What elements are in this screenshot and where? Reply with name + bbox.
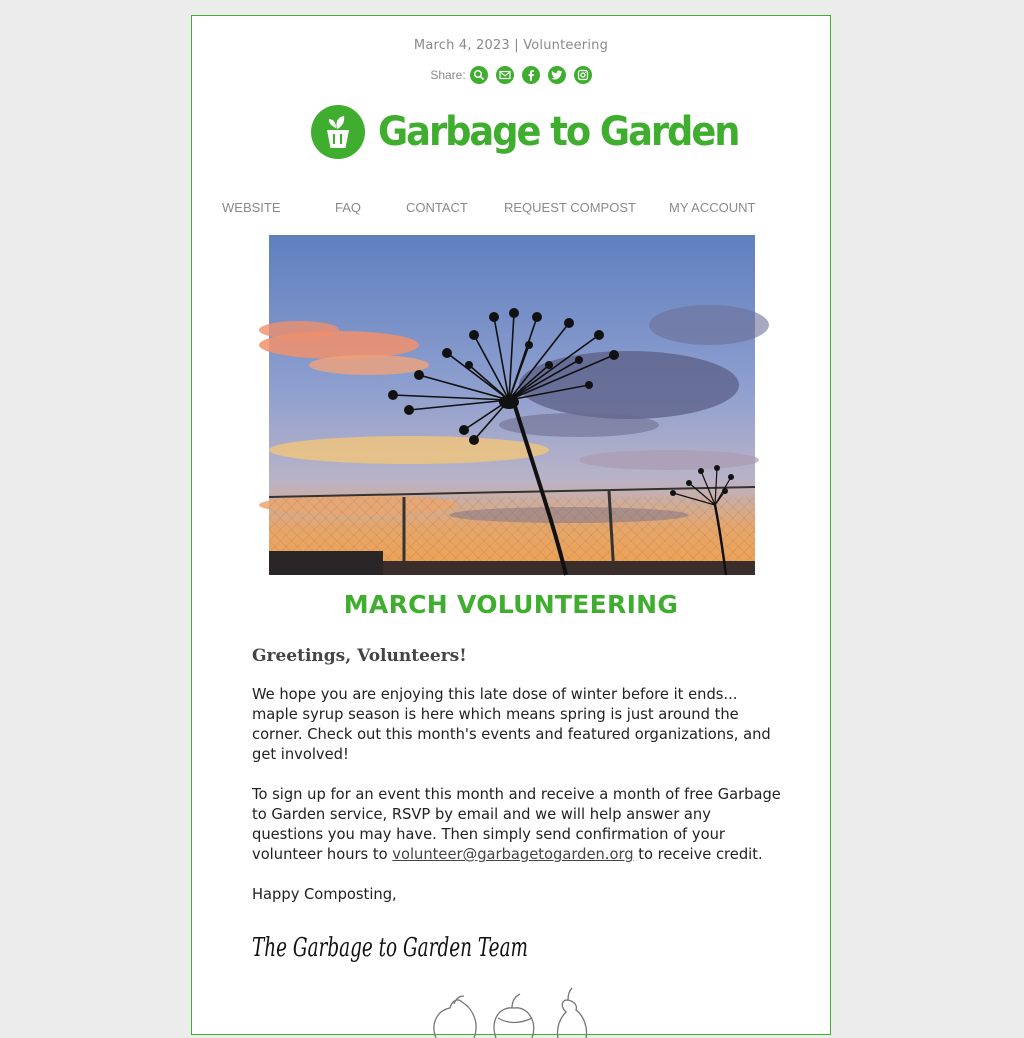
brand-logo[interactable]	[310, 104, 770, 160]
greeting: Greetings, Volunteers!	[252, 646, 467, 666]
email-container	[191, 15, 831, 1035]
email-icon[interactable]	[496, 66, 514, 84]
instagram-icon[interactable]	[574, 66, 592, 84]
compost-pot-icon	[310, 104, 366, 160]
brand-name: Garbage to Garden	[378, 109, 739, 155]
intro-paragraph: We hope you are enjoying this late dose of winter before it ends... maple syrup season is here which means spring is just around the corner. Check out this month's events and featured organizations, and get involved!	[252, 686, 771, 763]
newsletter-headline: MARCH VOLUNTEERING	[343, 590, 679, 619]
twitter-icon[interactable]	[548, 66, 566, 84]
hero-image	[269, 235, 755, 575]
closing-line: Happy Composting,	[252, 886, 397, 903]
search-icon[interactable]	[470, 66, 488, 84]
team-signature	[250, 916, 540, 976]
nav-faq[interactable]: FAQ	[335, 200, 362, 215]
share-label: Share:	[430, 68, 466, 82]
compost-doodles	[428, 988, 598, 1038]
nav-my-account[interactable]: MY ACCOUNT	[669, 200, 756, 215]
post-meta	[192, 38, 830, 53]
nav-request-compost[interactable]: REQUEST COMPOST	[504, 200, 636, 215]
volunteer-email-link[interactable]: volunteer@garbagetogarden.org	[392, 846, 634, 863]
email-body	[252, 646, 782, 925]
meta-separator: |	[514, 38, 519, 53]
signup-text-end: to receive credit.	[633, 846, 763, 863]
facebook-icon[interactable]	[522, 66, 540, 84]
signup-paragraph	[252, 785, 782, 865]
signature-text: The Garbage to Garden Team	[252, 933, 528, 963]
signup-text: To sign up for an event this month and receive a month of free Garbage to Garden service, RSVP by email and we will help answer any questions you may have. Then simply send confirmation of your volunteer hours to	[252, 786, 781, 863]
post-date: March 4, 2023	[413, 38, 510, 53]
post-category: Volunteering	[523, 38, 609, 53]
share-bar	[192, 66, 830, 84]
nav-website[interactable]: WEBSITE	[222, 200, 281, 215]
nav-contact[interactable]: CONTACT	[406, 200, 468, 215]
